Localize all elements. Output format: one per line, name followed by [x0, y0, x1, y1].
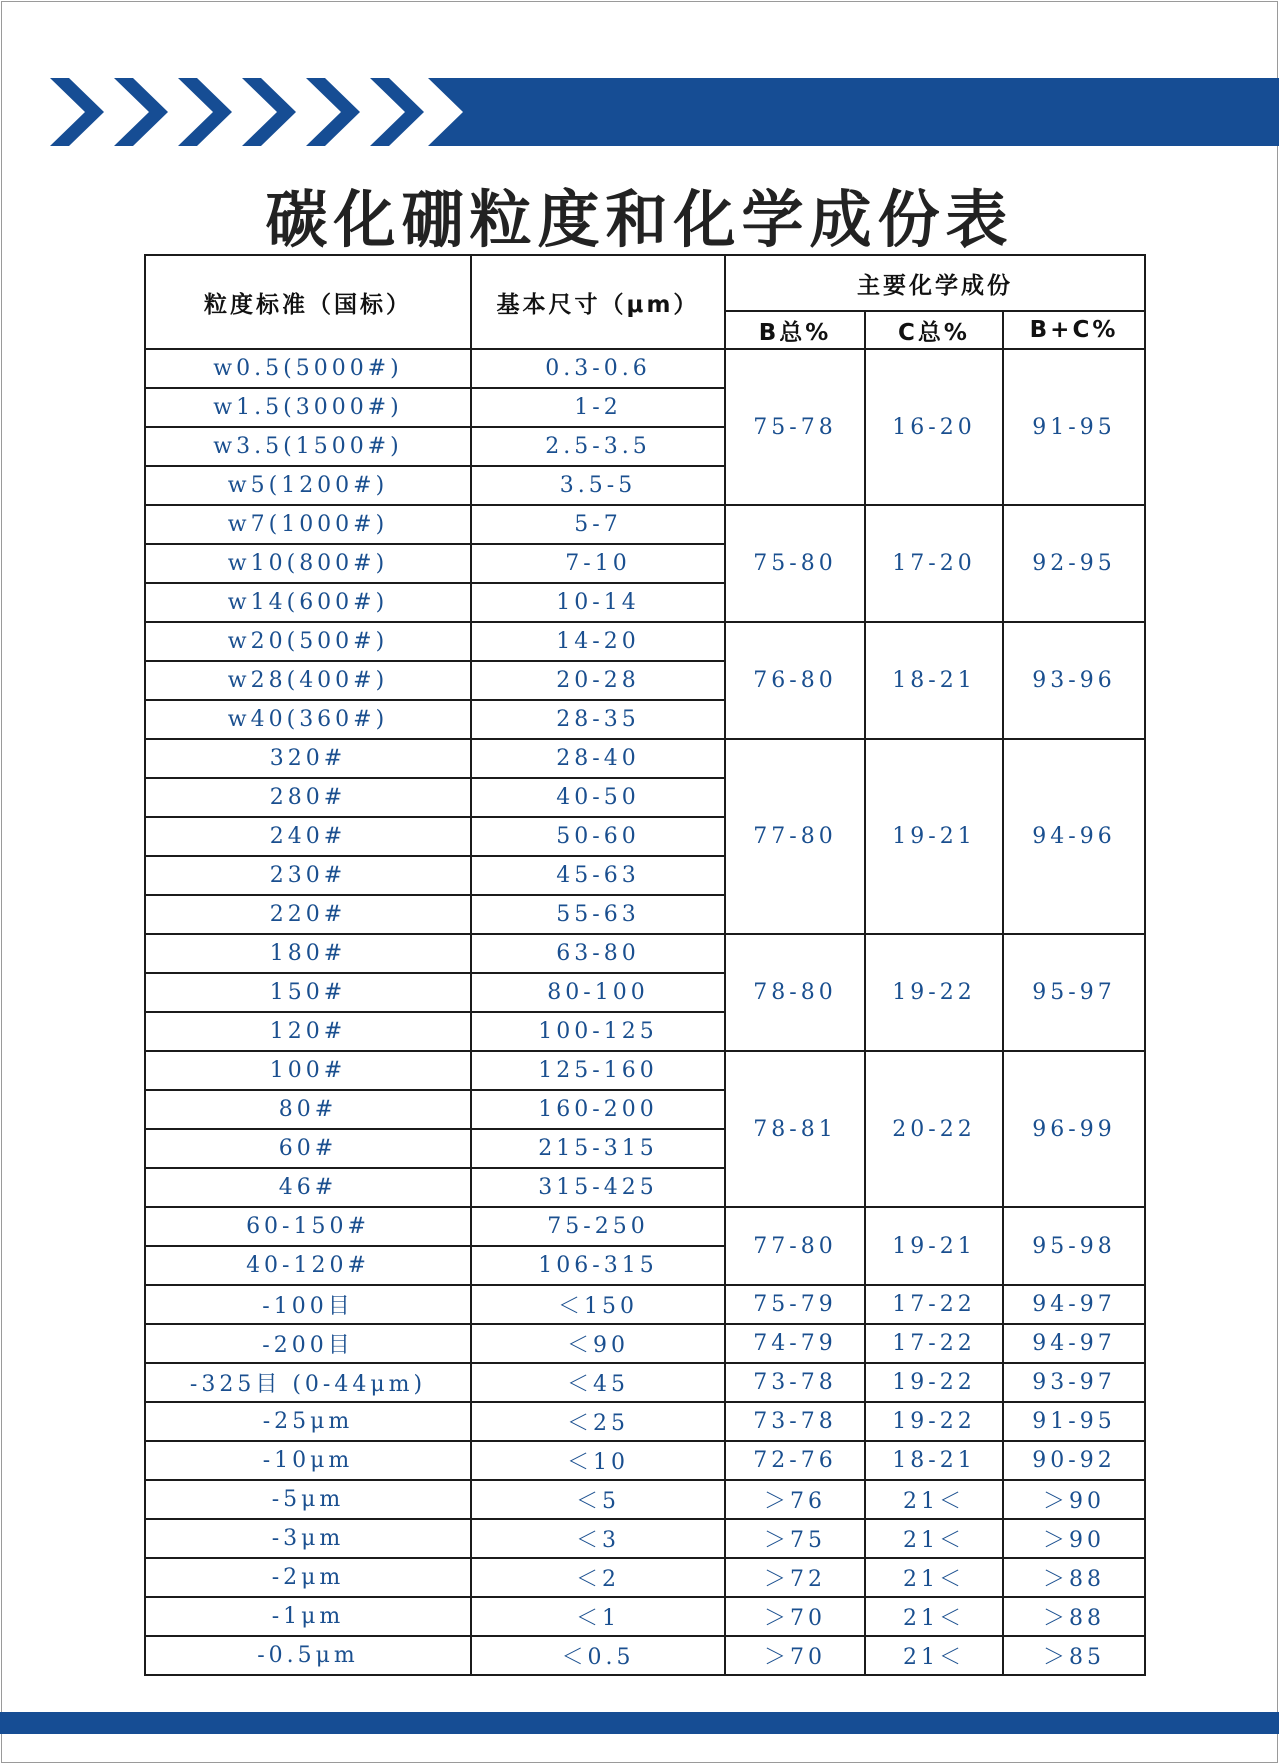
- c-total-cell: 19-22: [865, 934, 1003, 1051]
- footer-bar: [0, 1712, 1279, 1734]
- size-cell: 40-50: [471, 778, 725, 817]
- size-cell: ＜1: [471, 1597, 725, 1636]
- c-total-cell: 16-20: [865, 349, 1003, 505]
- size-cell: 55-63: [471, 895, 725, 934]
- chevron-arrow-icon: [242, 78, 296, 146]
- grit-cell: 60#: [145, 1129, 471, 1168]
- header-b-plus-c: B+C%: [1003, 311, 1145, 349]
- grit-cell: 120#: [145, 1012, 471, 1051]
- size-cell: ＜90: [471, 1324, 725, 1363]
- size-cell: 125-160: [471, 1051, 725, 1090]
- grit-cell: -325目 (0-44μm): [145, 1363, 471, 1402]
- c-total-cell: 19-21: [865, 739, 1003, 934]
- b-plus-c-cell: 90-92: [1003, 1441, 1145, 1480]
- table-body: [145, 349, 1145, 1675]
- size-cell: 5-7: [471, 505, 725, 544]
- grit-cell: 280#: [145, 778, 471, 817]
- grit-cell: 220#: [145, 895, 471, 934]
- size-cell: 28-35: [471, 700, 725, 739]
- table-row: [145, 505, 1145, 544]
- b-plus-c-cell: 96-99: [1003, 1051, 1145, 1207]
- b-plus-c-cell: 91-95: [1003, 349, 1145, 505]
- size-cell: 80-100: [471, 973, 725, 1012]
- b-plus-c-cell: 93-96: [1003, 622, 1145, 739]
- header-grit-standard: 粒度标准（国标）: [145, 255, 471, 349]
- grit-cell: 46#: [145, 1168, 471, 1207]
- size-cell: 14-20: [471, 622, 725, 661]
- table-row: [145, 1207, 1145, 1246]
- grit-cell: 150#: [145, 973, 471, 1012]
- c-total-cell: 18-21: [865, 622, 1003, 739]
- b-total-cell: 75-80: [725, 505, 865, 622]
- grit-cell: w10(800#): [145, 544, 471, 583]
- grit-cell: w40(360#): [145, 700, 471, 739]
- b-total-cell: 73-78: [725, 1402, 865, 1441]
- size-cell: 1-2: [471, 388, 725, 427]
- c-total-cell: 20-22: [865, 1051, 1003, 1207]
- grit-cell: 240#: [145, 817, 471, 856]
- size-cell: 3.5-5: [471, 466, 725, 505]
- size-cell: 28-40: [471, 739, 725, 778]
- b-total-cell: 72-76: [725, 1441, 865, 1480]
- chevron-arrow-icon: [370, 78, 424, 146]
- b-total-cell: 74-79: [725, 1324, 865, 1363]
- b-total-cell: 78-81: [725, 1051, 865, 1207]
- size-cell: ＜0.5: [471, 1636, 725, 1675]
- c-total-cell: 21＜: [865, 1597, 1003, 1636]
- c-total-cell: 18-21: [865, 1441, 1003, 1480]
- b-plus-c-cell: 95-97: [1003, 934, 1145, 1051]
- header-bar: [428, 78, 1279, 146]
- b-plus-c-cell: ＞90: [1003, 1480, 1145, 1519]
- size-cell: 315-425: [471, 1168, 725, 1207]
- header-basic-size: 基本尺寸（μm）: [471, 255, 725, 349]
- grit-cell: -200目: [145, 1324, 471, 1363]
- table-row: [145, 1558, 1145, 1597]
- c-total-cell: 21＜: [865, 1636, 1003, 1675]
- b-total-cell: 73-78: [725, 1363, 865, 1402]
- grit-cell: 60-150#: [145, 1207, 471, 1246]
- size-cell: 20-28: [471, 661, 725, 700]
- grit-cell: -100目: [145, 1285, 471, 1324]
- grit-cell: w1.5(3000#): [145, 388, 471, 427]
- size-cell: 2.5-3.5: [471, 427, 725, 466]
- size-cell: 160-200: [471, 1090, 725, 1129]
- header-c-total: C总%: [865, 311, 1003, 349]
- table-row: [145, 1519, 1145, 1558]
- b-total-cell: 78-80: [725, 934, 865, 1051]
- b-total-cell: 75-79: [725, 1285, 865, 1324]
- size-cell: ＜45: [471, 1363, 725, 1402]
- size-cell: 215-315: [471, 1129, 725, 1168]
- composition-table: [144, 254, 1146, 1676]
- header-b-total: B总%: [725, 311, 865, 349]
- b-plus-c-cell: 94-97: [1003, 1324, 1145, 1363]
- table-row: [145, 1051, 1145, 1090]
- grit-cell: 320#: [145, 739, 471, 778]
- c-total-cell: 21＜: [865, 1519, 1003, 1558]
- c-total-cell: 19-22: [865, 1363, 1003, 1402]
- grit-cell: w28(400#): [145, 661, 471, 700]
- table-row: [145, 349, 1145, 388]
- b-total-cell: ＞70: [725, 1636, 865, 1675]
- grit-cell: w5(1200#): [145, 466, 471, 505]
- size-cell: 63-80: [471, 934, 725, 973]
- header-main-chemical-composition: 主要化学成份: [725, 255, 1145, 311]
- size-cell: 75-250: [471, 1207, 725, 1246]
- table-row: [145, 739, 1145, 778]
- c-total-cell: 17-20: [865, 505, 1003, 622]
- b-total-cell: ＞72: [725, 1558, 865, 1597]
- b-plus-c-cell: 94-96: [1003, 739, 1145, 934]
- c-total-cell: 19-22: [865, 1402, 1003, 1441]
- b-plus-c-cell: 95-98: [1003, 1207, 1145, 1285]
- b-plus-c-cell: 93-97: [1003, 1363, 1145, 1402]
- table-row: [145, 622, 1145, 661]
- size-cell: 10-14: [471, 583, 725, 622]
- size-cell: 7-10: [471, 544, 725, 583]
- table-row: [145, 1597, 1145, 1636]
- b-total-cell: ＞75: [725, 1519, 865, 1558]
- grit-cell: -25μm: [145, 1402, 471, 1441]
- grit-cell: 230#: [145, 856, 471, 895]
- b-total-cell: ＞70: [725, 1597, 865, 1636]
- size-cell: ＜5: [471, 1480, 725, 1519]
- size-cell: 106-315: [471, 1246, 725, 1285]
- grit-cell: w14(600#): [145, 583, 471, 622]
- b-total-cell: 77-80: [725, 739, 865, 934]
- grit-cell: -2μm: [145, 1558, 471, 1597]
- grit-cell: w0.5(5000#): [145, 349, 471, 388]
- c-total-cell: 21＜: [865, 1558, 1003, 1597]
- size-cell: ＜10: [471, 1441, 725, 1480]
- table-row: [145, 1636, 1145, 1675]
- table-row: [145, 934, 1145, 973]
- b-plus-c-cell: 91-95: [1003, 1402, 1145, 1441]
- b-plus-c-cell: 94-97: [1003, 1285, 1145, 1324]
- grit-cell: -0.5μm: [145, 1636, 471, 1675]
- grit-cell: w20(500#): [145, 622, 471, 661]
- chevron-arrow-icon: [114, 78, 168, 146]
- b-total-cell: 77-80: [725, 1207, 865, 1285]
- b-plus-c-cell: 92-95: [1003, 505, 1145, 622]
- b-total-cell: 75-78: [725, 349, 865, 505]
- grit-cell: 100#: [145, 1051, 471, 1090]
- b-plus-c-cell: ＞88: [1003, 1558, 1145, 1597]
- table-row: [145, 1285, 1145, 1324]
- c-total-cell: 17-22: [865, 1285, 1003, 1324]
- chevron-arrow-icon: [50, 78, 104, 146]
- b-plus-c-cell: ＞85: [1003, 1636, 1145, 1675]
- table-row: [145, 1441, 1145, 1480]
- page-title: 碳化硼粒度和化学成份表: [265, 183, 1014, 256]
- table-row: [145, 1480, 1145, 1519]
- b-plus-c-cell: ＞88: [1003, 1597, 1145, 1636]
- b-total-cell: ＞76: [725, 1480, 865, 1519]
- chevron-arrow-icon: [178, 78, 232, 146]
- size-cell: 50-60: [471, 817, 725, 856]
- grit-cell: 80#: [145, 1090, 471, 1129]
- table-row: [145, 1363, 1145, 1402]
- grit-cell: w7(1000#): [145, 505, 471, 544]
- size-cell: ＜3: [471, 1519, 725, 1558]
- size-cell: ＜25: [471, 1402, 725, 1441]
- b-plus-c-cell: ＞90: [1003, 1519, 1145, 1558]
- b-total-cell: 76-80: [725, 622, 865, 739]
- grit-cell: w3.5(1500#): [145, 427, 471, 466]
- c-total-cell: 19-21: [865, 1207, 1003, 1285]
- size-cell: 0.3-0.6: [471, 349, 725, 388]
- grit-cell: 180#: [145, 934, 471, 973]
- size-cell: 45-63: [471, 856, 725, 895]
- table-row: [145, 1324, 1145, 1363]
- c-total-cell: 21＜: [865, 1480, 1003, 1519]
- table-row: [145, 1402, 1145, 1441]
- size-cell: 100-125: [471, 1012, 725, 1051]
- chevron-arrow-icon: [306, 78, 360, 146]
- size-cell: ＜150: [471, 1285, 725, 1324]
- grit-cell: -3μm: [145, 1519, 471, 1558]
- c-total-cell: 17-22: [865, 1324, 1003, 1363]
- header-band: [0, 0, 1279, 160]
- size-cell: ＜2: [471, 1558, 725, 1597]
- grit-cell: -10μm: [145, 1441, 471, 1480]
- grit-cell: -5μm: [145, 1480, 471, 1519]
- grit-cell: -1μm: [145, 1597, 471, 1636]
- grit-cell: 40-120#: [145, 1246, 471, 1285]
